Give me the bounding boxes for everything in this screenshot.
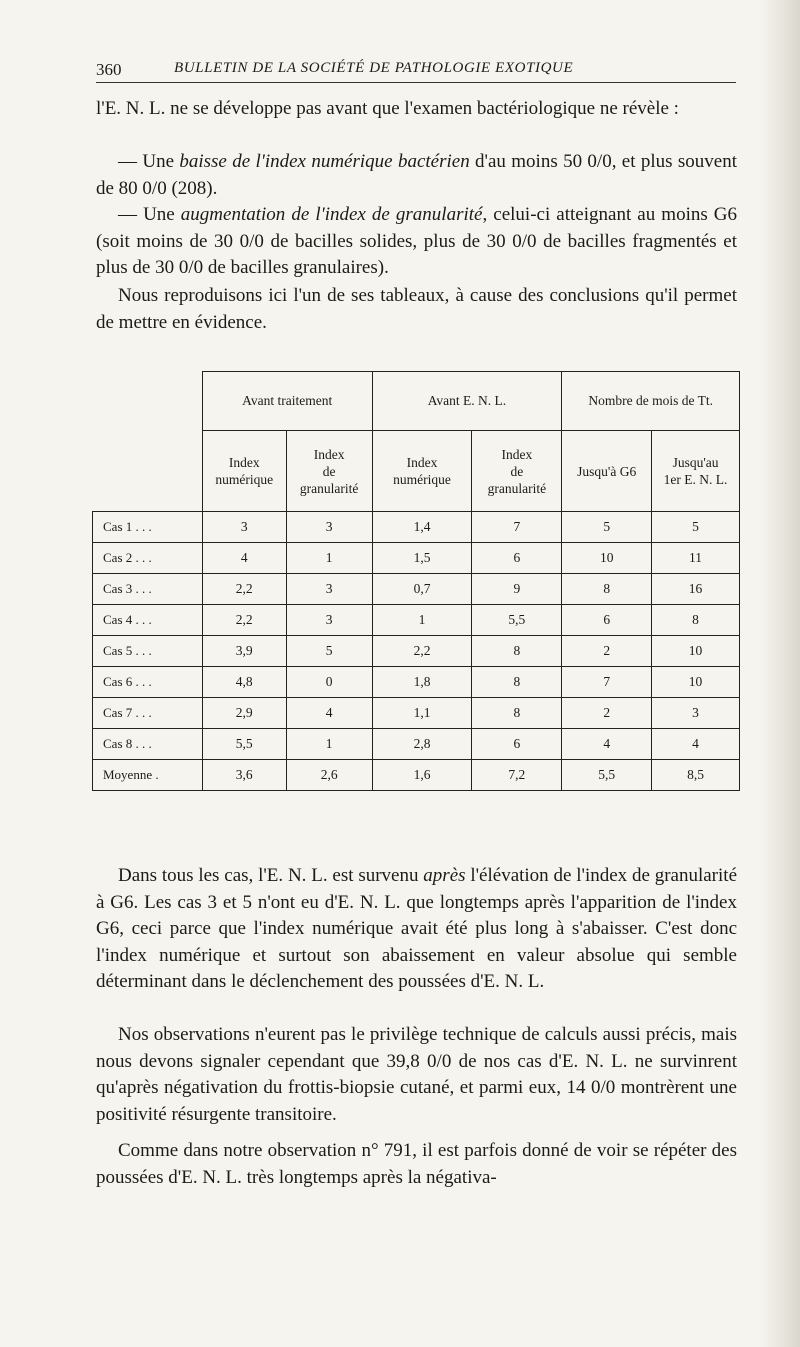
table-cell: 3 <box>202 512 286 543</box>
table-cell: 4 <box>562 729 652 760</box>
table-cell: 2,2 <box>372 636 472 667</box>
table-cell: 1,5 <box>372 543 472 574</box>
subheader-jusquau-1er-enl: Jusqu'au 1er E. N. L. <box>652 431 740 512</box>
subheader-index-granularite: Index de granularité <box>472 431 562 512</box>
table-cell: 6 <box>562 605 652 636</box>
table-cell: 6 <box>472 543 562 574</box>
table-cell: 3 <box>652 698 740 729</box>
empty-corner <box>93 372 203 512</box>
intro-item-2: — Une augmentation de l'index de granularité, celui-ci atteignant au moins G6 (soit moins de 30 0/0 de bacilles solides, plus de 30 0/0 de bacilles fragmentés et plus de 30 0/0 de bacilles granulaires). <box>96 204 738 278</box>
table-cell: 2,2 <box>202 574 286 605</box>
group-header-avant-traitement: Avant traitement <box>202 372 372 431</box>
table-cell: 8 <box>652 605 740 636</box>
table-cell: 3,9 <box>202 636 286 667</box>
table-cell: 3 <box>286 512 372 543</box>
table-row <box>93 729 740 760</box>
table-cell: 5,5 <box>202 729 286 760</box>
row-label: Cas 2 . . . <box>93 543 203 574</box>
table-cell: 2 <box>562 698 652 729</box>
table-cell: 4,8 <box>202 667 286 698</box>
table-cell: 2,2 <box>202 605 286 636</box>
table-cell: 10 <box>652 636 740 667</box>
table-cell: 8 <box>472 636 562 667</box>
table-cell: 7 <box>472 512 562 543</box>
body-paragraph-2: Nos observations n'eurent pas le privilège technique de calculs aussi précis, mais nous devons signaler cependant que 39,8 0/0 de nos cas d'E. N. L. ne survinrent qu'après négativation du frottis-biopsie cutané, et parmi eux, 14 0/0 montrèrent une positivité résurgente transitoire. <box>96 1024 737 1125</box>
row-label: Cas 3 . . . <box>93 574 203 605</box>
table-cell: 1 <box>286 729 372 760</box>
table-row <box>93 543 740 574</box>
row-label: Moyenne . <box>93 760 203 791</box>
running-title: BULLETIN DE LA SOCIÉTÉ DE PATHOLOGIE EXOTIQUE <box>174 60 574 76</box>
subheader-index-numerique: Index numérique <box>372 431 472 512</box>
table-row <box>93 512 740 543</box>
row-label: Cas 4 . . . <box>93 605 203 636</box>
emphasis-text: augmentation de l'index de granularité <box>180 204 483 225</box>
table-cell: 10 <box>562 543 652 574</box>
table-cell: 8 <box>472 698 562 729</box>
intro-item-1: — Une baisse de l'index numérique bactérien d'au moins 50 0/0, et plus souvent de 80 0/0 (208). <box>96 151 737 199</box>
table-cell: 2 <box>562 636 652 667</box>
table-cell: 10 <box>652 667 740 698</box>
table-cell: 6 <box>472 729 562 760</box>
table-cell: 3,6 <box>202 760 286 791</box>
table-cell: 0,7 <box>372 574 472 605</box>
table-cell: 2,9 <box>202 698 286 729</box>
page-number: 360 <box>96 60 122 79</box>
table-cell: 1,8 <box>372 667 472 698</box>
table-body <box>93 512 740 791</box>
table-cell: 0 <box>286 667 372 698</box>
table-cell: 1,1 <box>372 698 472 729</box>
table-cell: 1,6 <box>372 760 472 791</box>
table-cell: 5,5 <box>472 605 562 636</box>
table-cell: 5 <box>286 636 372 667</box>
group-header-avant-enl: Avant E. N. L. <box>372 372 562 431</box>
table-cell: 2,6 <box>286 760 372 791</box>
table-cell: 4 <box>202 543 286 574</box>
emphasis-text: baisse de l'index numérique bactérien <box>179 151 470 172</box>
page-edge-shadow <box>760 0 800 1347</box>
table-cell: 1 <box>286 543 372 574</box>
table-row <box>93 605 740 636</box>
table-row <box>93 760 740 791</box>
row-label: Cas 6 . . . <box>93 667 203 698</box>
row-label: Cas 5 . . . <box>93 636 203 667</box>
page-header <box>96 56 736 83</box>
table-cell: 5 <box>562 512 652 543</box>
subheader-jusqua-g6: Jusqu'à G6 <box>562 431 652 512</box>
table-cell: 1 <box>372 605 472 636</box>
table-cell: 3 <box>286 574 372 605</box>
table-cell: 1,4 <box>372 512 472 543</box>
table-cell: 8,5 <box>652 760 740 791</box>
subheader-index-numerique: Index numérique <box>202 431 286 512</box>
table-cell: 2,8 <box>372 729 472 760</box>
intro-line: l'E. N. L. ne se développe pas avant que l'examen bactériologique ne révèle : <box>96 98 679 119</box>
table-cell: 8 <box>472 667 562 698</box>
intro-paragraph-2: Nous reproduisons ici l'un de ses tableaux, à cause des conclusions qu'il permet de mettre en évidence. <box>96 285 737 333</box>
results-table-wrapper <box>92 371 740 821</box>
table-cell: 9 <box>472 574 562 605</box>
table-cell: 3 <box>286 605 372 636</box>
body-paragraph-1: Dans tous les cas, l'E. N. L. est survenu après l'élévation de l'index de granularité à G6. Les cas 3 et 5 n'ont eu d'E. N. L. que longtemps après l'apparition de l'index G6, ceci parce que l'index numérique avait été plus long à s'abaisser. C'est donc l'index numérique et surtout son abaissement en valeur absolue qui semble déterminant dans le déclenchement des poussées d'E. N. L. <box>96 865 737 992</box>
row-label: Cas 7 . . . <box>93 698 203 729</box>
subheader-index-granularite: Index de granularité <box>286 431 372 512</box>
body-paragraph-3: Comme dans notre observation n° 791, il est parfois donné de voir se répéter des poussées d'E. N. L. très longtemps après la négativa- <box>96 1140 737 1188</box>
table-cell: 11 <box>652 543 740 574</box>
table-cell: 16 <box>652 574 740 605</box>
row-label: Cas 8 . . . <box>93 729 203 760</box>
table-cell: 4 <box>286 698 372 729</box>
results-table <box>92 371 740 791</box>
table-cell: 7,2 <box>472 760 562 791</box>
table-cell: 5 <box>652 512 740 543</box>
table-row <box>93 574 740 605</box>
table-row <box>93 698 740 729</box>
emphasis-text: après <box>423 865 466 886</box>
table-cell: 8 <box>562 574 652 605</box>
table-cell: 5,5 <box>562 760 652 791</box>
row-label: Cas 1 . . . <box>93 512 203 543</box>
table-row <box>93 667 740 698</box>
table-row <box>93 636 740 667</box>
table-cell: 7 <box>562 667 652 698</box>
table-cell: 4 <box>652 729 740 760</box>
group-header-nombre-mois: Nombre de mois de Tt. <box>562 372 740 431</box>
